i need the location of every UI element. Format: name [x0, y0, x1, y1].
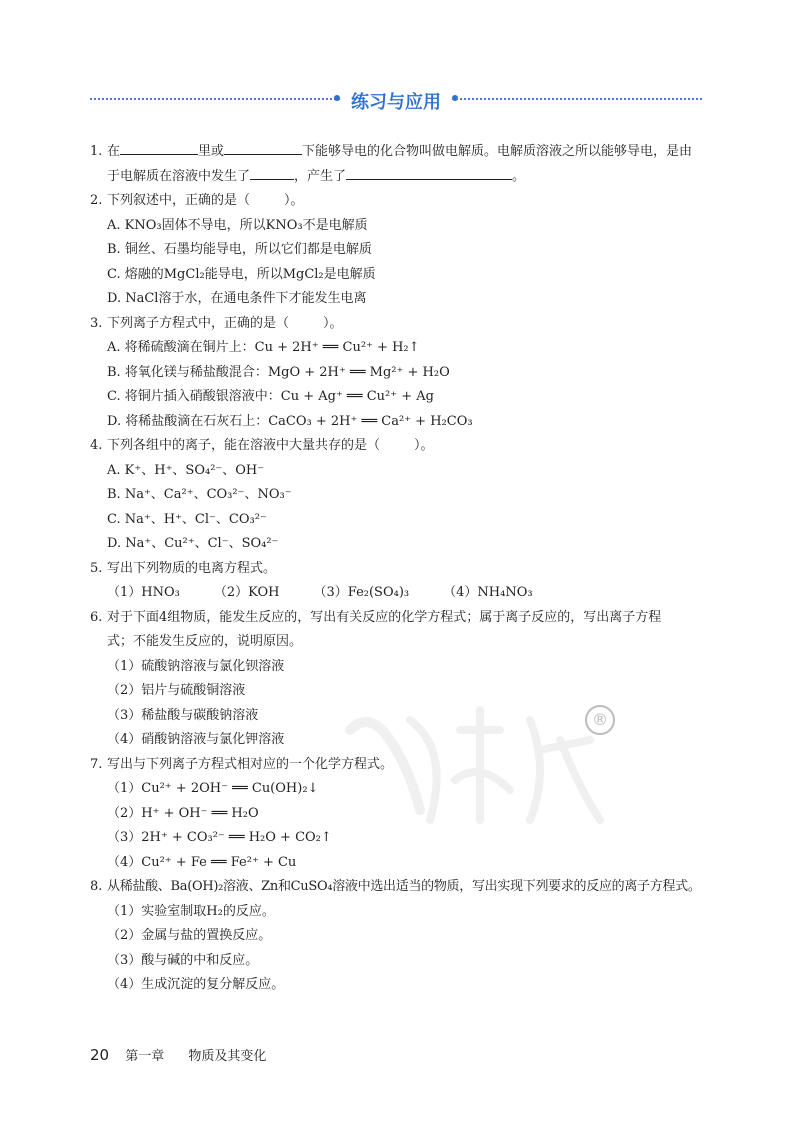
- option: C. Na⁺、H⁺、Cl⁻、CO₃²⁻: [107, 511, 267, 527]
- option: D. NaCl溶于水，在通电条件下才能发生电离: [107, 291, 367, 306]
- page-number: 20: [90, 1046, 110, 1064]
- exercise-list: [90, 140, 705, 998]
- sub-item: （3）酸与碱的中和反应。: [107, 952, 259, 968]
- sub-item: （3）Fe₂(SO₄)₃: [313, 585, 410, 600]
- chapter-title: 物质及其变化: [188, 1049, 267, 1064]
- question-number: 5.: [90, 560, 103, 576]
- option: B. 铜丝、石墨均能导电，所以它们都是电解质: [107, 242, 372, 257]
- question-4: [90, 434, 705, 459]
- option: B. Na⁺、Ca²⁺、CO₃²⁻、NO₃⁻: [107, 487, 292, 502]
- fill-blank[interactable]: [346, 165, 512, 180]
- sub-item: （4）NH₄NO₃: [443, 585, 533, 600]
- option: A. K⁺、H⁺、SO₄²⁻、OH⁻: [107, 462, 265, 478]
- question-text: 于电解质在溶液中发生了: [107, 168, 251, 184]
- sub-item: （1）HNO₃: [107, 585, 180, 600]
- question-8: [90, 875, 705, 900]
- sub-item: （2）金属与盐的置换反应。: [107, 928, 272, 943]
- section-title: 练习与应用: [351, 92, 441, 113]
- question-1: [90, 140, 705, 189]
- question-stem-end: ）。: [323, 315, 343, 331]
- question-stem-end: ）。: [284, 193, 304, 208]
- question-stem: 从稀盐酸、Ba(OH)₂溶液、Zn和CuSO₄溶液中选出适当的物质，写出实现下列要求的反应的离子方程式。: [107, 879, 701, 894]
- header-bullet-left: [334, 95, 340, 101]
- section-header: [90, 88, 702, 112]
- header-dotted-rule-right: [452, 98, 702, 100]
- question-number: 7.: [90, 756, 103, 772]
- question-stem: 式；不能发生反应的，说明原因。: [107, 634, 303, 649]
- question-stem: 下列各组中的离子，能在溶液中大量共存的是（: [107, 438, 381, 453]
- sub-item: （1）硫酸钠溶液与氯化钡溶液: [107, 658, 285, 674]
- sub-item: （2）KOH: [213, 585, 280, 600]
- question-6: [90, 606, 705, 655]
- question-stem: 下列叙述中，正确的是（: [107, 193, 251, 208]
- sub-item: （4）生成沉淀的复分解反应。: [107, 977, 285, 992]
- option: D. Na⁺、Cu²⁺、Cl⁻、SO₄²⁻: [107, 536, 279, 551]
- question-stem: 写出下列物质的电离方程式。: [107, 560, 277, 576]
- question-number: 1.: [90, 144, 103, 159]
- sub-item: （3）稀盐酸与碳酸钠溶液: [107, 707, 259, 723]
- fill-blank[interactable]: [224, 140, 302, 155]
- header-dotted-rule-left: [90, 98, 340, 100]
- question-stem-end: ）。: [414, 438, 434, 453]
- question-3: [90, 312, 705, 337]
- question-text: 里或: [198, 144, 225, 159]
- question-text: ，产生了: [294, 168, 347, 184]
- sub-item: （4）Cu²⁺ + Fe ══ Fe²⁺ + Cu: [107, 854, 297, 870]
- sub-item: （3）2H⁺ + CO₃²⁻ ══ H₂O + CO₂↑: [107, 830, 332, 845]
- sub-item-row: [90, 581, 705, 606]
- option: B. 将氧化镁与稀盐酸混合：MgO + 2H⁺ ══ Mg²⁺ + H₂O: [107, 364, 450, 380]
- fill-blank[interactable]: [120, 140, 198, 155]
- question-7: [90, 753, 705, 778]
- page-footer: [90, 1045, 266, 1064]
- sub-item: （2）铝片与硫酸铜溶液: [107, 683, 246, 698]
- option: A. KNO₃固体不导电，所以KNO₃不是电解质: [107, 217, 368, 233]
- option: A. 将稀硫酸滴在铜片上：Cu + 2H⁺ ══ Cu²⁺ + H₂↑: [107, 340, 420, 355]
- registered-mark: ®: [585, 705, 615, 735]
- question-5: [90, 557, 705, 582]
- sub-item: （1）Cu²⁺ + 2OH⁻ ══ Cu(OH)₂↓: [107, 781, 319, 796]
- question-number: 6.: [90, 609, 103, 625]
- sub-item: （1）实验室制取H₂的反应。: [107, 903, 275, 919]
- question-number: 3.: [90, 315, 103, 331]
- chapter-label: 第一章: [125, 1049, 165, 1064]
- question-text: 。: [512, 168, 526, 184]
- option: D. 将稀盐酸滴在石灰石上：CaCO₃ + 2H⁺ ══ Ca²⁺ + H₂CO₃: [107, 413, 473, 429]
- sub-item: （2）H⁺ + OH⁻ ══ H₂O: [107, 805, 259, 821]
- question-number: 8.: [90, 879, 103, 894]
- question-stem: 下列离子方程式中，正确的是（: [107, 315, 290, 331]
- question-stem: 写出与下列离子方程式相对应的一个化学方程式。: [107, 756, 394, 772]
- option: C. 熔融的MgCl₂能导电，所以MgCl₂是电解质: [107, 266, 376, 282]
- option: C. 将铜片插入硝酸银溶液中：Cu + Ag⁺ ══ Cu²⁺ + Ag: [107, 389, 434, 404]
- question-number: 2.: [90, 193, 103, 208]
- question-text: 下能够导电的化合物叫做电解质。电解质溶液之所以能够导电，是由: [302, 144, 693, 159]
- fill-blank[interactable]: [250, 165, 294, 180]
- sub-item: （4）硝酸钠溶液与氯化钾溶液: [107, 732, 285, 747]
- question-2: [90, 189, 705, 214]
- question-text: 在: [107, 144, 121, 159]
- question-stem: 对于下面4组物质，能发生反应的，写出有关反应的化学方程式；属于离子反应的，写出离子方程: [107, 609, 662, 625]
- question-number: 4.: [90, 438, 103, 453]
